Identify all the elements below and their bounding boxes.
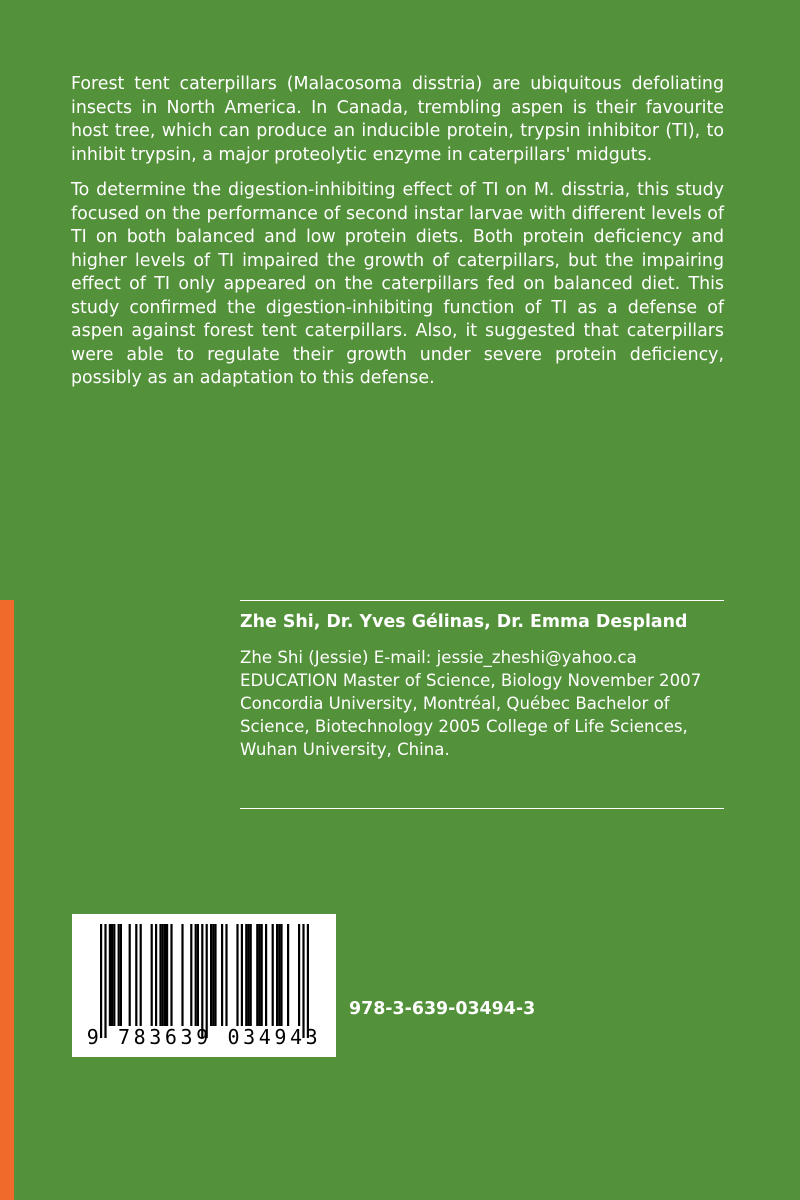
barcode-guard-bar: [104, 924, 106, 1038]
barcode: [72, 914, 336, 1057]
bottom-divider: [240, 808, 724, 809]
barcode-guard-bar: [100, 924, 102, 1038]
barcode-bar: [214, 924, 216, 1026]
barcode-bar: [287, 924, 289, 1026]
barcode-bar: [195, 924, 197, 1026]
barcode-bar: [164, 924, 166, 1026]
barcode-bar: [190, 924, 192, 1026]
barcode-bar: [298, 924, 300, 1026]
barcode-bar: [109, 924, 111, 1026]
barcode-bar: [120, 924, 122, 1026]
barcode-bar: [276, 924, 278, 1026]
barcode-bar: [118, 924, 120, 1026]
abstract-paragraph-1: Forest tent caterpillars (Malacosoma disstria) are ubiquitous defoliating insects in North America. In Canada, trembling aspen is their favourite host tree, which can produce an inducible protein, trypsin inhibitor (TI), to inhibit trypsin, a major proteolytic enzyme in caterpillars' midguts.: [71, 74, 724, 165]
barcode-bar: [135, 924, 137, 1026]
barcode-bar: [210, 924, 212, 1026]
barcode-bar: [166, 924, 168, 1026]
barcode-bar: [151, 924, 153, 1026]
barcode-bar: [113, 924, 115, 1026]
author-bio: Zhe Shi (Jessie) E-mail: jessie_zheshi@yahoo.ca EDUCATION Master of Science, Biology November 2007 Concordia University, Montréal, Québec Bachelor of Science, Biotechnology 2005 College of Life Sciences, Wuhan University, China.: [240, 648, 702, 759]
barcode-bar: [155, 924, 157, 1026]
barcode-bar: [258, 924, 260, 1026]
barcode-digits: 9 783639 034943: [86, 1025, 322, 1049]
barcode-bar: [111, 924, 113, 1026]
barcode-guard-bar: [206, 924, 208, 1038]
isbn-number: 978-3-639-03494-3: [349, 999, 536, 1019]
barcode-bar: [256, 924, 258, 1026]
barcode-guard-bar: [201, 924, 203, 1038]
authors-line: Zhe Shi, Dr. Yves Gélinas, Dr. Emma Despland: [240, 612, 688, 632]
barcode-bar: [129, 924, 131, 1026]
barcode-bar: [170, 924, 172, 1026]
barcode-bar: [162, 924, 164, 1026]
barcode-bar: [236, 924, 238, 1026]
barcode-guard-bar: [302, 924, 304, 1038]
barcode-bar: [280, 924, 282, 1026]
orange-accent-bar: [0, 600, 14, 1200]
barcode-bar: [197, 924, 199, 1026]
barcode-bar: [245, 924, 247, 1026]
barcode-bar: [212, 924, 214, 1026]
barcode-bar: [221, 924, 223, 1026]
barcode-bar: [159, 924, 161, 1026]
barcode-bar: [278, 924, 280, 1026]
barcode-bar: [181, 924, 183, 1026]
barcode-bar: [247, 924, 249, 1026]
barcode-bar: [241, 924, 243, 1026]
barcode-guard-bar: [307, 924, 309, 1038]
barcode-bar: [140, 924, 142, 1026]
barcode-bar: [265, 924, 267, 1026]
barcode-bar: [272, 924, 274, 1026]
abstract-section: [71, 73, 724, 403]
barcode-bar: [225, 924, 227, 1026]
barcode-bar: [261, 924, 263, 1026]
barcode-bar: [250, 924, 252, 1026]
top-divider: [240, 600, 724, 601]
abstract-paragraph-2: To determine the digestion-inhibiting effect of TI on M. disstria, this study focused on the performance of second instar larvae with different levels of TI on both balanced and low protein diets. Both protein deficiency and higher levels of TI impaired the growth of caterpillars, but the impairing effect of TI only appeared on the caterpillars fed on balanced diet. This study confirmed the digestion-inhibiting function of TI as a defense of aspen against forest tent caterpillars. Also, it suggested that caterpillars were able to regulate their growth under severe protein deficiency, possibly as an adaptation to this defense.: [71, 180, 724, 388]
